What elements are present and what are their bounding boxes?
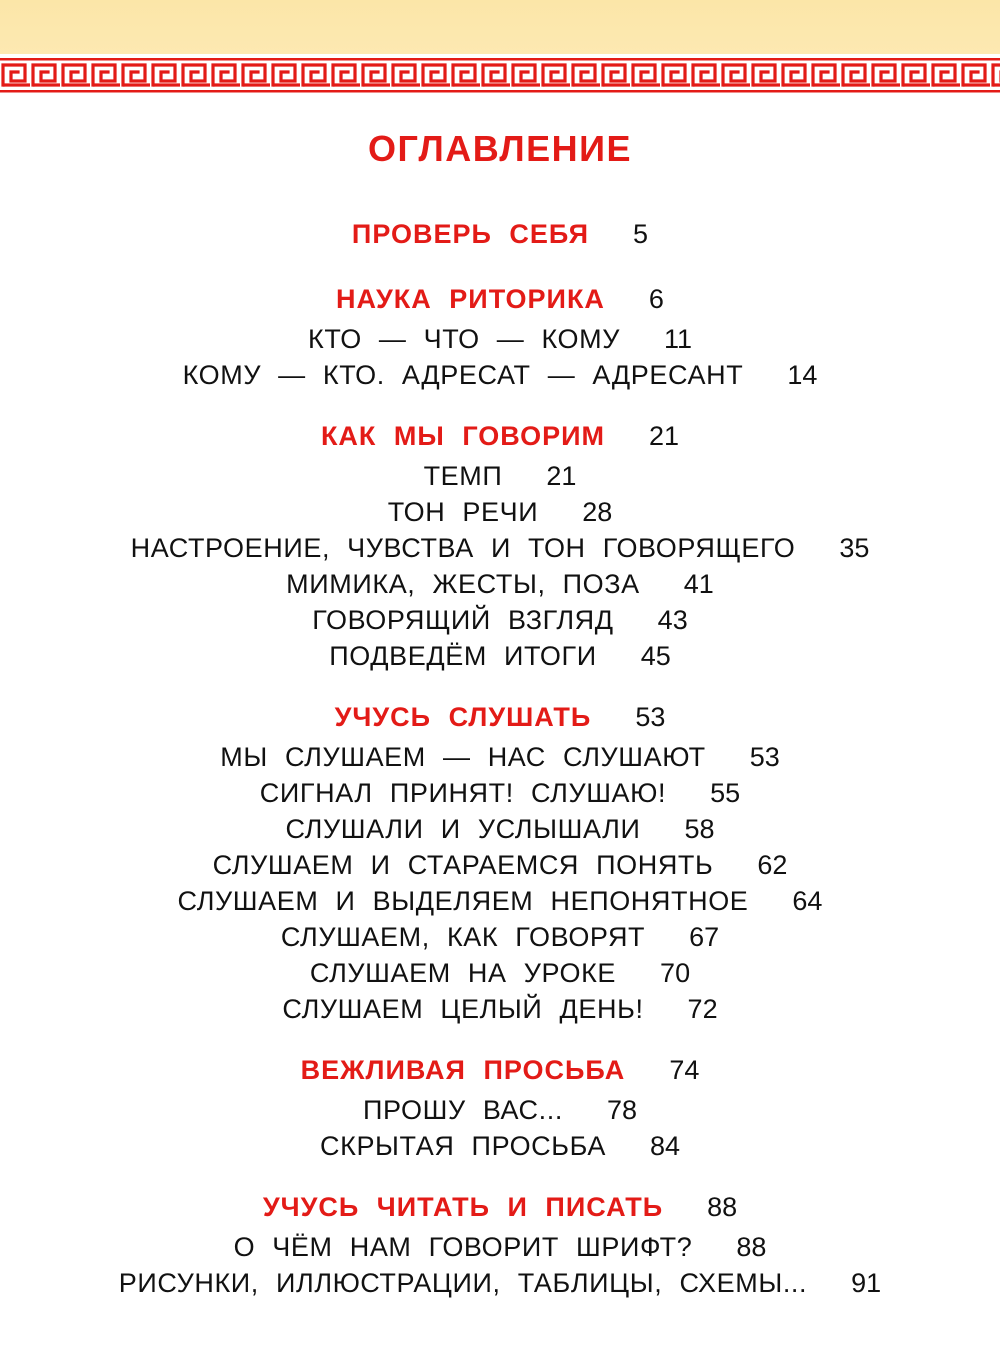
toc-entry[interactable]	[0, 811, 1000, 847]
entry-title: КОМУ — КТО. АДРЕСАТ — АДРЕСАНТ	[182, 360, 744, 390]
toc-section	[0, 212, 1000, 256]
entry-title: РИСУНКИ, ИЛЛЮСТРАЦИИ, ТАБЛИЦЫ, СХЕМЫ...	[118, 1268, 808, 1298]
section-title: ПРОВЕРЬ СЕБЯ	[351, 219, 590, 249]
page-number: 62	[757, 850, 788, 880]
page-number: 88	[736, 1232, 767, 1262]
entry-title: ТЕМП	[423, 461, 503, 491]
page-number: 91	[851, 1268, 882, 1298]
toc-entry[interactable]	[0, 530, 1000, 566]
toc-entry[interactable]	[0, 1229, 1000, 1265]
entry-title: СЛУШАЛИ И УСЛЫШАЛИ	[285, 814, 641, 844]
page-number: 21	[546, 461, 577, 491]
section-title: УЧУСЬ СЛУШАТЬ	[334, 702, 592, 732]
toc-entry[interactable]	[0, 883, 1000, 919]
toc-section-heading[interactable]	[0, 1185, 1000, 1229]
entry-title: О ЧЁМ НАМ ГОВОРИТ ШРИФТ?	[233, 1232, 693, 1262]
page-number: 78	[606, 1095, 637, 1125]
entry-title: СЛУШАЕМ И ВЫДЕЛЯЕМ НЕПОНЯТНОЕ	[177, 886, 749, 916]
toc-section	[0, 1048, 1000, 1164]
page-number: 28	[582, 497, 613, 527]
toc-entry[interactable]	[0, 775, 1000, 811]
entry-title: ПРОШУ ВАС...	[363, 1095, 563, 1125]
entry-title: СЛУШАЕМ, КАК ГОВОРЯТ	[280, 922, 646, 952]
table-of-contents	[0, 212, 1000, 1301]
toc-section	[0, 277, 1000, 393]
toc-entry[interactable]	[0, 321, 1000, 357]
greek-key-border	[0, 54, 1000, 96]
toc-entry[interactable]	[0, 357, 1000, 393]
entry-title: СЛУШАЕМ И СТАРАЕМСЯ ПОНЯТЬ	[212, 850, 714, 880]
entry-title: МЫ СЛУШАЕМ — НАС СЛУШАЮТ	[220, 742, 706, 772]
page-number: 70	[660, 958, 691, 988]
page-number: 43	[657, 605, 688, 635]
page-number: 67	[689, 922, 720, 952]
toc-entry[interactable]	[0, 566, 1000, 602]
page-number: 84	[649, 1131, 680, 1161]
section-title: НАУКА РИТОРИКА	[336, 284, 605, 314]
toc-entry[interactable]	[0, 458, 1000, 494]
entry-title: СИГНАЛ ПРИНЯТ! СЛУШАЮ!	[259, 778, 667, 808]
entry-title: МИМИКА, ЖЕСТЫ, ПОЗА	[286, 569, 640, 599]
page-number: 45	[640, 641, 671, 671]
page-number: 64	[792, 886, 823, 916]
toc-entry[interactable]	[0, 991, 1000, 1027]
entry-title: ПОДВЕДЁМ ИТОГИ	[329, 641, 597, 671]
section-title: ВЕЖЛИВАЯ ПРОСЬБА	[300, 1055, 626, 1085]
toc-entry[interactable]	[0, 919, 1000, 955]
page-number: 88	[707, 1192, 738, 1222]
section-title: УЧУСЬ ЧИТАТЬ И ПИСАТЬ	[262, 1192, 664, 1222]
toc-section-heading[interactable]	[0, 212, 1000, 256]
page-number: 53	[635, 702, 666, 732]
entry-title: НАСТРОЕНИЕ, ЧУВСТВА И ТОН ГОВОРЯЩЕГО	[130, 533, 796, 563]
entry-title: СЛУШАЕМ ЦЕЛЫЙ ДЕНЬ!	[282, 994, 644, 1024]
toc-section-heading[interactable]	[0, 1048, 1000, 1092]
page-number: 11	[663, 324, 692, 354]
page-number: 53	[749, 742, 780, 772]
top-color-band	[0, 0, 1000, 56]
toc-section-heading[interactable]	[0, 277, 1000, 321]
page-number: 5	[633, 219, 649, 249]
entry-title: СКРЫТАЯ ПРОСЬБА	[320, 1131, 606, 1161]
toc-entry[interactable]	[0, 739, 1000, 775]
greek-key-ornament	[0, 54, 1000, 96]
toc-entry[interactable]	[0, 1128, 1000, 1164]
page-title: ОГЛАВЛЕНИЕ	[367, 128, 633, 169]
entry-title: КТО — ЧТО — КОМУ	[308, 324, 620, 354]
toc-entry[interactable]	[0, 1092, 1000, 1128]
toc-section-heading[interactable]	[0, 414, 1000, 458]
page-number: 21	[649, 421, 680, 451]
toc-entry[interactable]	[0, 847, 1000, 883]
page-number: 58	[684, 814, 715, 844]
page-number: 74	[669, 1055, 700, 1085]
entry-title: ТОН РЕЧИ	[387, 497, 539, 527]
section-title: КАК МЫ ГОВОРИМ	[320, 421, 606, 451]
toc-entry[interactable]	[0, 638, 1000, 674]
page-number: 41	[683, 569, 714, 599]
page-number: 6	[648, 284, 664, 314]
page-number: 35	[839, 533, 870, 563]
toc-entry[interactable]	[0, 1265, 1000, 1301]
page-number: 14	[787, 360, 818, 390]
page-number: 72	[687, 994, 718, 1024]
entry-title: ГОВОРЯЩИЙ ВЗГЛЯД	[312, 605, 614, 635]
toc-entry[interactable]	[0, 955, 1000, 991]
toc-section	[0, 414, 1000, 674]
toc-entry[interactable]	[0, 494, 1000, 530]
toc-section	[0, 1185, 1000, 1301]
toc-section	[0, 695, 1000, 1027]
entry-title: СЛУШАЕМ НА УРОКЕ	[309, 958, 617, 988]
page-number: 55	[710, 778, 741, 808]
toc-section-heading[interactable]	[0, 695, 1000, 739]
toc-entry[interactable]	[0, 602, 1000, 638]
